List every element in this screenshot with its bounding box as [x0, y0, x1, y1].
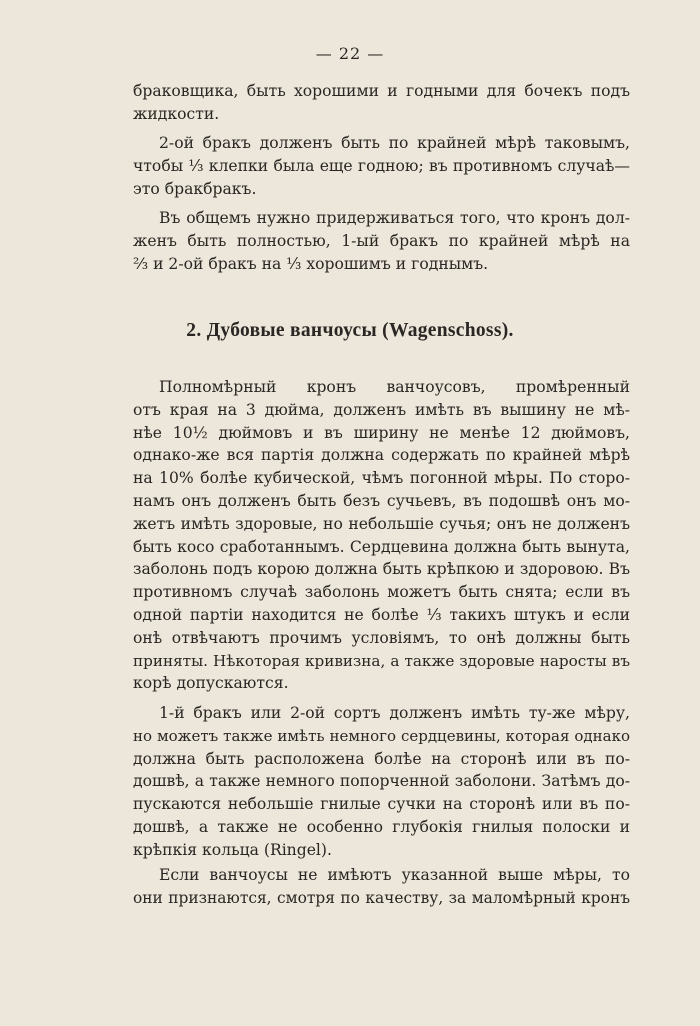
text-line: браковщика, быть хорошими и годными для бочекъ подъ	[133, 82, 630, 100]
text-line: ⅔ и 2-ой бракъ на ⅓ хорошимъ и годнымъ.	[133, 254, 489, 273]
text-line: жидкости.	[133, 104, 220, 123]
text-line: это бракбракъ.	[133, 179, 257, 198]
paragraph	[133, 132, 630, 200]
paragraph	[133, 80, 630, 126]
text-line: заболонь подъ корою должна быть крѣпкою и здоровою. Въ	[133, 560, 630, 579]
text-line: крѣпкія кольца (Ringel).	[133, 840, 332, 859]
text-line: жетъ имѣть здоровые, но небольшіе сучья; онъ не долженъ	[133, 514, 630, 533]
text-line: однако-же вся партія должна содержать по крайней мѣрѣ	[133, 446, 630, 465]
text-line: 1-й бракъ или 2-ой сортъ долженъ имѣть ту-же мѣру,	[159, 704, 630, 722]
text-line: противномъ случаѣ заболонь можетъ быть снята; если въ	[133, 583, 630, 602]
text-line: на 10% болѣе кубической, чѣмъ погонной мѣры. По сторо-	[133, 469, 630, 488]
text-line: Полномѣрный кронъ ванчоусовъ, промѣренный	[159, 378, 630, 396]
text-line: чтобы ⅓ клепки была еще годною; въ противномъ случаѣ—	[133, 156, 630, 175]
page-number: — 22 —	[315, 44, 385, 63]
paragraph	[133, 376, 630, 695]
text-line: намъ онъ долженъ быть безъ сучьевъ, въ подошвѣ онъ мо-	[133, 491, 630, 510]
text-line: онѣ отвѣчаютъ прочимъ условіямъ, то онѣ должны быть	[133, 628, 630, 647]
text-line: корѣ допускаются.	[133, 674, 289, 693]
paragraph	[133, 864, 630, 910]
text-line: нѣе 10½ дюймовъ и въ ширину не менѣе 12 дюймовъ,	[133, 423, 630, 442]
text-line: должна быть расположена болѣе на сторонѣ или въ по-	[133, 749, 630, 768]
text-line: Если ванчоусы не имѣютъ указанной выше мѣры, то	[159, 866, 630, 884]
paragraph	[133, 207, 630, 275]
text-line: Въ общемъ нужно придерживаться того, что кронъ дол-	[159, 209, 630, 227]
paragraph	[133, 702, 630, 862]
text-line: одной партіи находится не болѣе ⅓ такихъ штукъ и если	[133, 605, 630, 624]
text-line: пускаются небольшіе гнилые сучки на сторонѣ или въ по-	[133, 795, 630, 814]
text-line: они признаются, смотря по качеству, за маломѣрный кронъ	[133, 888, 630, 907]
text-line: дошвѣ, а также не особенно глубокія гнилыя полоски и	[133, 817, 630, 836]
section-heading: 2. Дубовые ванчоусы (Wagenschoss).	[186, 320, 514, 341]
text-line: приняты. Нѣкоторая кривизна, а также здоровые наросты въ	[133, 651, 630, 670]
text-line: отъ края на 3 дюйма, долженъ имѣть въ вышину не мѣ-	[133, 400, 630, 419]
text-line: женъ быть полностью, 1-ый бракъ по крайней мѣрѣ на	[133, 231, 630, 250]
text-line: но можетъ также имѣть немного сердцевины, которая однако	[133, 726, 630, 745]
text-line: быть косо сработаннымъ. Сердцевина должна быть вынута,	[133, 537, 630, 556]
text-line: 2-ой бракъ долженъ быть по крайней мѣрѣ таковымъ,	[159, 134, 630, 152]
text-line: дошвѣ, а также немного попорченной заболони. Затѣмъ до-	[133, 772, 630, 791]
